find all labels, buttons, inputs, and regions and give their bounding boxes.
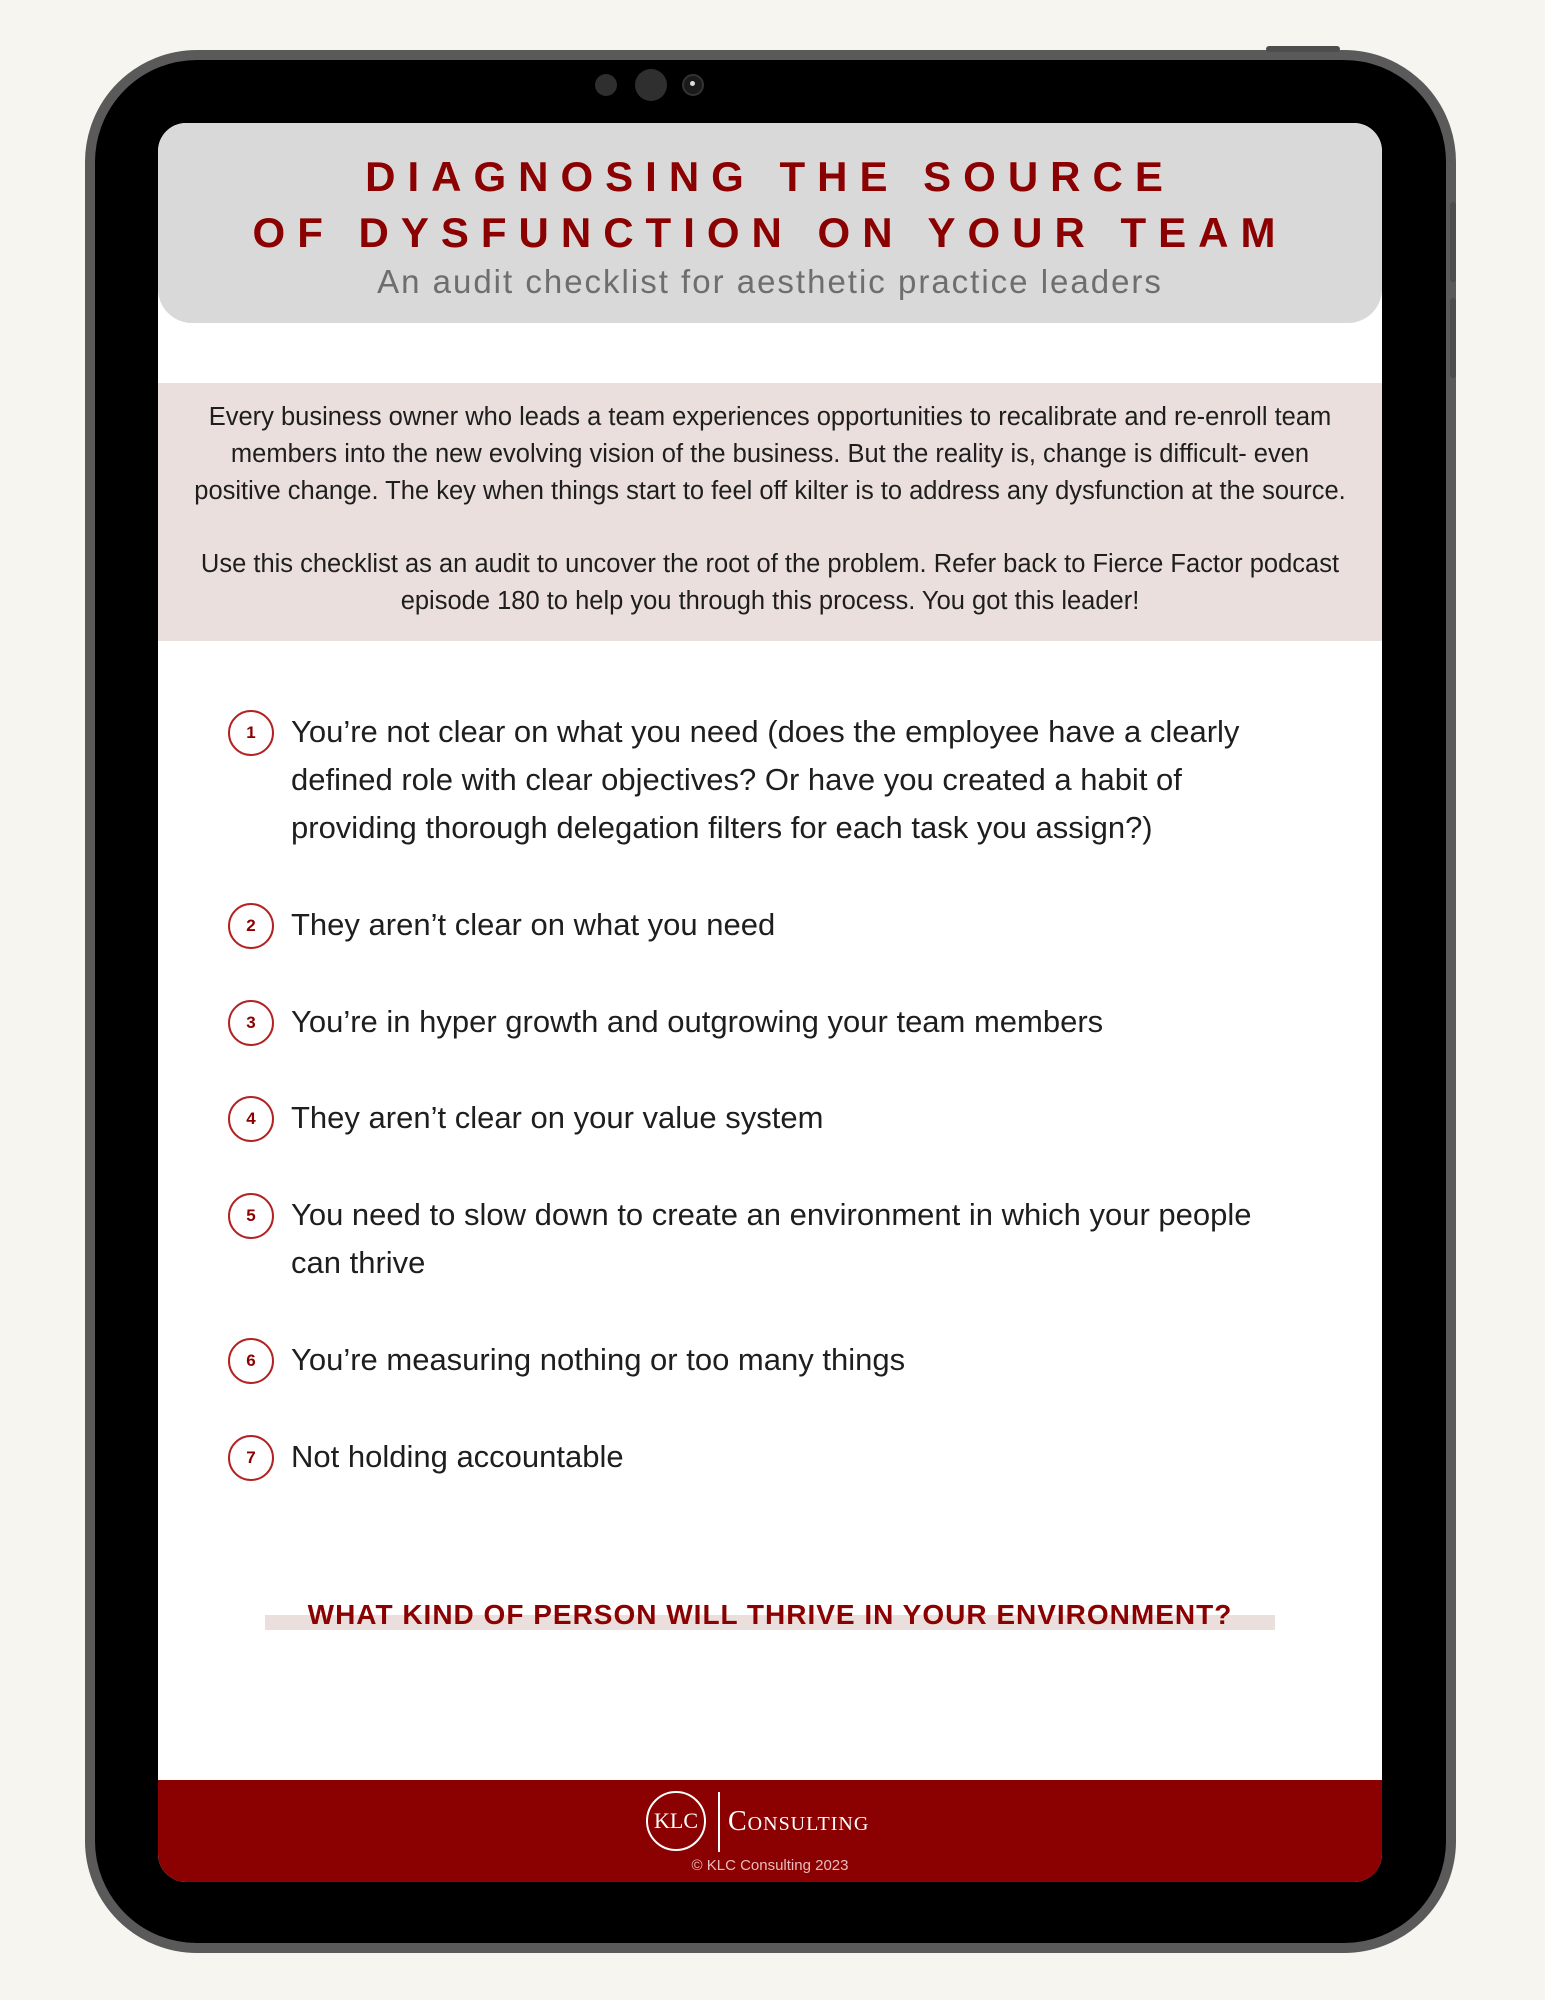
intro-line: Use this checklist as an audit to uncover the root of the problem. Refer back to Fierce Factor podcast <box>200 550 1340 578</box>
volume-down-button <box>1450 298 1456 378</box>
number-badge: 7 <box>228 1435 274 1481</box>
number-badge: 5 <box>228 1193 274 1239</box>
checklist-item-text: Not holding accountable <box>291 1439 624 1474</box>
page-header <box>158 123 1382 323</box>
page-footer <box>158 1780 1382 1882</box>
checklist-item-text: You’re measuring nothing or too many things <box>291 1342 906 1377</box>
copyright-notice: © KLC Consulting 2023 <box>691 1857 849 1874</box>
intro-line: episode 180 to help you through this process. You got this leader! <box>400 587 1140 615</box>
number-badge: 4 <box>228 1096 274 1142</box>
page-title-line-1: DIAGNOSING THE SOURCE <box>365 153 1175 200</box>
number-badge: 3 <box>228 1000 274 1046</box>
logo-wordmark: Consulting <box>728 1806 870 1837</box>
klc-logo-mark: KLC <box>646 1791 706 1851</box>
closing-question-text: WHAT KIND OF PERSON WILL THRIVE IN YOUR ENVIRONMENT? <box>307 1599 1233 1630</box>
checklist-item-text: They aren’t clear on what you need <box>291 907 776 942</box>
page-title-line-2: OF DYSFUNCTION ON YOUR TEAM <box>252 209 1288 256</box>
intro-line: members into the new evolving vision of the business. But the reality is, change is difficult- even <box>230 440 1310 468</box>
camera-dot-icon <box>595 74 617 96</box>
number-badge: 1 <box>228 710 274 756</box>
logo-divider <box>718 1792 720 1852</box>
closing-question <box>158 1599 1382 1631</box>
checklist-item-text: They aren’t clear on your value system <box>291 1100 824 1135</box>
camera-icon <box>635 69 667 101</box>
checklist-item-text: You’re in hyper growth and outgrowing your team members <box>291 1004 1104 1039</box>
intro-line: Every business owner who leads a team experiences opportunities to recalibrate and re-enroll team <box>208 403 1332 431</box>
intro-box <box>158 383 1382 641</box>
power-button <box>1266 46 1340 52</box>
camera-lens-icon <box>682 74 704 96</box>
page-subtitle: An audit checklist for aesthetic practice leaders <box>377 263 1163 300</box>
number-badge: 2 <box>228 903 274 949</box>
checklist-item-text: You’re not clear on what you need (does the employee have a clearly defined role with clear objectives? Or have you created a habit of providing thorough delegation filters for each task you assign?) <box>291 714 1240 845</box>
volume-up-button <box>1450 202 1456 282</box>
number-badge: 6 <box>228 1338 274 1384</box>
intro-line: positive change. The key when things start to feel off kilter is to address any dysfunction at the source. <box>194 477 1346 505</box>
checklist-item-text: You need to slow down to create an environment in which your people can thrive <box>291 1197 1252 1280</box>
tablet-screen <box>158 123 1382 1882</box>
